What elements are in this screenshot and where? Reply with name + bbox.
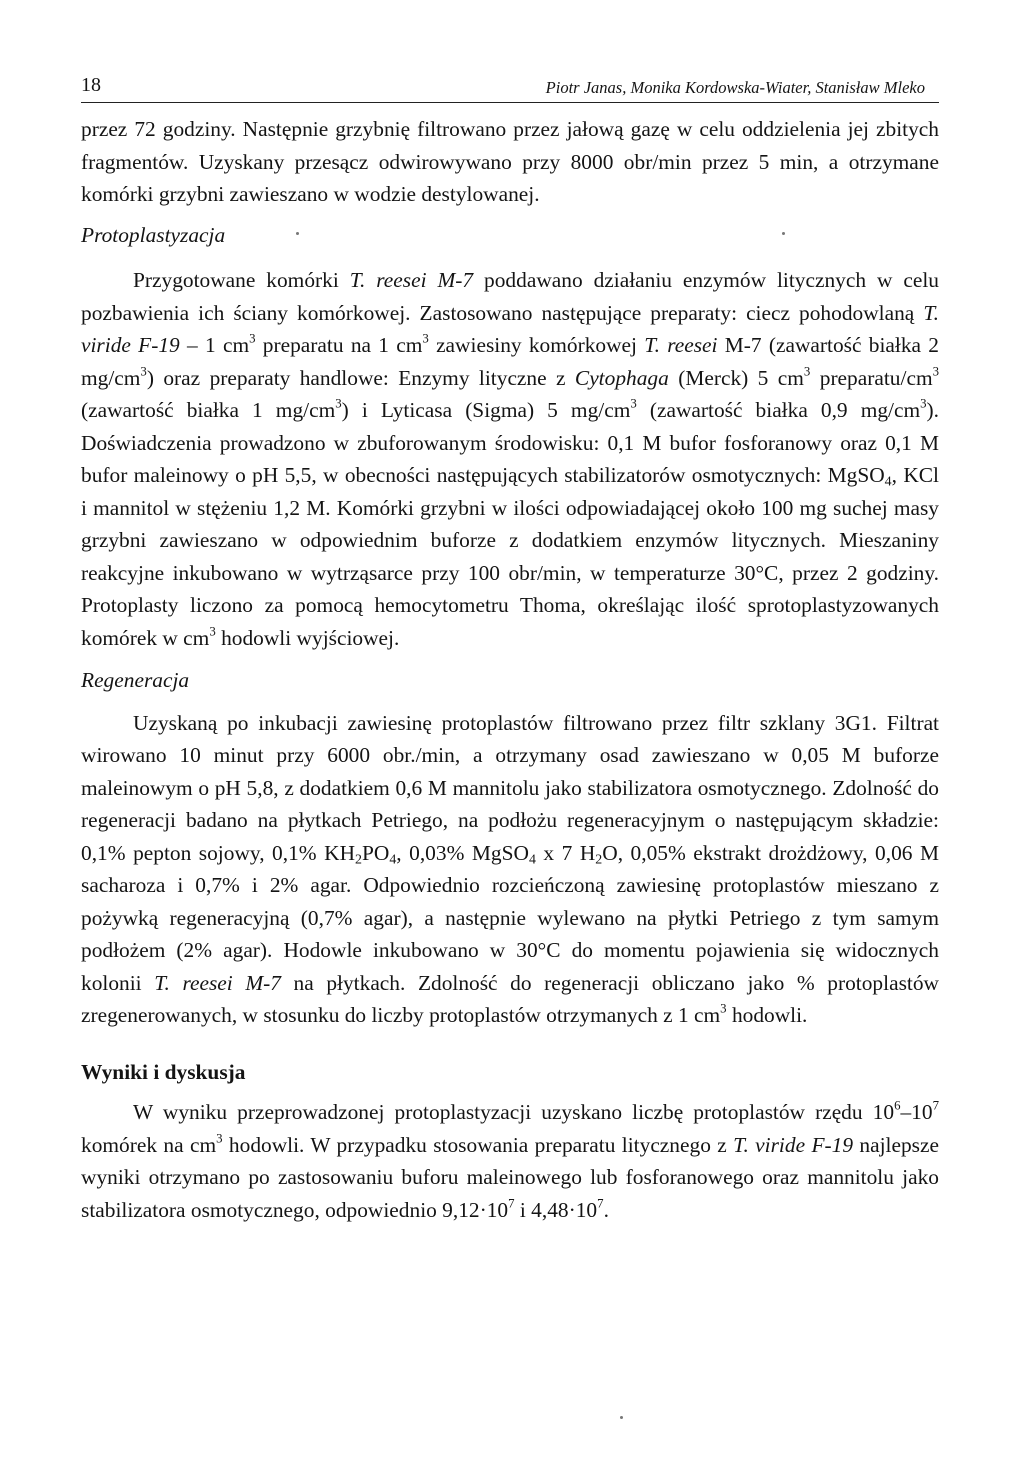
scan-speck	[620, 1416, 623, 1419]
paragraph-continued: przez 72 godziny. Następnie grzybnię filtrowano przez jałową gazę w celu oddzielenia jej zbitych fragmentów. Uzyskany przesącz odwirowywano przy 8000 obr/min przez 5 min, a otrzymane komórki grzybni zawieszano w wodzie destylowanej.	[81, 117, 939, 206]
section-heading-wyniki: Wyniki i dyskusja	[81, 1059, 246, 1084]
running-header-authors: Piotr Janas, Monika Kordowska-Wiater, Stanisław Mleko	[545, 78, 925, 97]
scan-speck	[296, 232, 299, 235]
page	[81, 68, 939, 1226]
paragraph-wyniki: W wyniku przeprowadzonej protoplastyzacji uzyskano liczbę protoplastów rzędu $10^6-10^7$ komórek na $cm^3$ hodowli. W przypadku stosowania preparatu litycznego z T. viride F-19 najlepsze wyniki otrzymano po zastosowaniu buforu maleinowego lub fosforanowego oraz mannitolu jako stabilizatora osmotycznego, odpowiednio $9,12\cdot 10^7$ i $4,48\cdot 10^7$.	[81, 1098, 939, 1222]
paragraph-regeneracja: Uzyskaną po inkubacji zawiesinę protoplastów filtrowano przez filtr szklany 3G1. Filtrat wirowano 10 minut przy 6000 obr./min, a otrzymany osad zawieszano w 0,05 M buforze maleinowym o pH 5,8, z dodatkiem 0,6 M mannitolu jako stabilizatora osmotycznego. Zdolność do regeneracji badano na płytkach Petriego, na podłożu regeneracyjnym o następującym składzie: 0,1% pepton sojowy, 0,1% $KH_2PO_4$, 0,03% MgSO$_4$ x 7 $H_2O$, 0,05% ekstrakt drożdżowy, 0,06 M sacharoza i 0,7% i 2% agar. Odpowiednio rozcieńczoną zawiesinę protoplastów mieszano z pożywką regeneracyjną (0,7% agar), a następnie wylewano na płytki Petriego z tym samym podłożem (2% agar). Hodowle inkubowano w 30°C do momentu pojawienia się widocznych kolonii T. reesei M-7 na płytkach. Zdolność do regeneracji obliczano jako % protoplastów zregenerowanych, w stosunku do liczby protoplastów otrzymanych z 1 $cm^3$ hodowli.	[81, 710, 939, 1027]
section-heading-regeneracja: Regeneracja	[81, 668, 190, 692]
paragraph-protoplastyzacja: Przygotowane komórki T. reesei M-7 poddawano działaniu enzymów litycznych w celu pozbawienia ich ściany komórkowej. Zastosowano następujące preparaty: ciecz pohodowlaną T. viride F-19 – 1 $cm^3$ preparatu na 1 $cm^3$ zawiesiny komórkowej T. reesei M-7 (zawartość białka 2 $mg/cm^3$) oraz preparaty handlowe: Enzymy lityczne z Cytophaga (Merck) 5 $cm^3$ preparatu/$cm^3$ (zawartość białka 1 $mg/cm^3$) i Lyticasa (Sigma) 5 $mg/cm^3$ (zawartość białka 0,9 $mg/cm^3$). Doświadczenia prowadzono w zbuforowanym środowisku: 0,1 M bufor fosforanowy oraz 0,1 M bufor maleinowy o pH 5,5, w obecności następujących stabilizatorów osmotycznych: MgSO$_4$, KCl i mannitol w stężeniu 1,2 M. Komórki grzybni w ilości odpowiadającej około 100 mg suchej masy grzybni zawieszano w odpowiednim buforze z dodatkiem enzymów litycznych. Mieszaniny reakcyjne inkubowano w wytrząsarce przy 100 obr/min, w temperaturze 30°C, przez 2 godziny. Protoplasty liczono za pomocą hemocytometru Thoma, określając ilość sprotoplastyzowanych komórek w $cm^3$ hodowli wyjściowej.	[81, 268, 940, 650]
page-number: 18	[81, 74, 101, 96]
section-heading-protoplastyzacja: Protoplastyzacja	[81, 222, 226, 247]
scan-speck	[782, 232, 785, 235]
article-body	[81, 113, 939, 1226]
running-header	[81, 68, 939, 103]
